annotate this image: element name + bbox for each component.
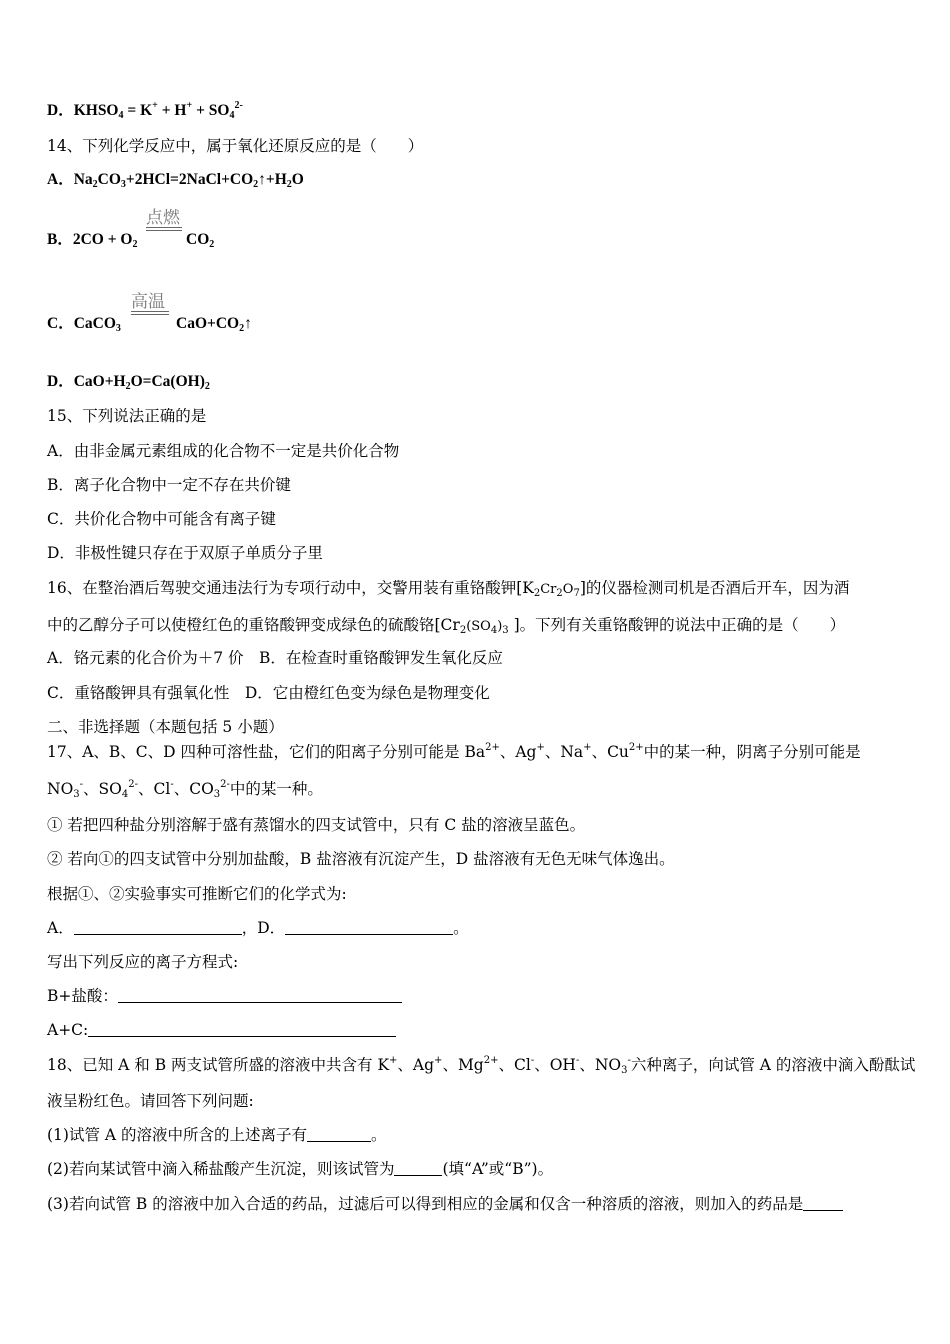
q16-options-ab: A．铬元素的化合价为＋7 价 B．在检查时重铬酸钾发生氧化反应 xyxy=(47,649,503,667)
answer-blank-d[interactable] xyxy=(285,920,453,935)
answer-blank-q18-2[interactable] xyxy=(394,1161,442,1176)
q18-part-3: (3)若向试管 B 的溶液中加入合适的药品，过滤后可以得到相应的金属和仅含一种溶质的溶液，则加入的药品是 xyxy=(47,1194,843,1214)
answer-blank-a[interactable] xyxy=(74,920,242,935)
q14-b-equal-sign xyxy=(146,227,182,231)
q13-option-d: D．$KHSO_4 = K^+ + H^+ + SO_4^{2-}$ xyxy=(47,100,243,121)
q14-option-a: A．$Na_2CO_3+2HCl=2NaCl+CO_2↑+H_2O$ xyxy=(47,171,304,190)
q14-stem: 14、下列化学反应中，属于氧化还原反应的是（ ） xyxy=(47,137,424,155)
q15-option-b: B．离子化合物中一定不存在共价键 xyxy=(47,476,291,494)
q17-a-c: A+C: xyxy=(47,1020,396,1040)
q14-option-c-product: $CaO+CO_2↑$ xyxy=(176,315,252,334)
q17-statement-1: ① 若把四种盐分别溶解于盛有蒸馏水的四支试管中，只有 C 盐的溶液呈蓝色。 xyxy=(47,816,586,834)
q17-statement-4: 写出下列反应的离子方程式: xyxy=(47,953,239,971)
q18-stem-line2: 液呈粉红色。请回答下列问题: xyxy=(47,1092,254,1110)
q17-b-hcl: B+盐酸： xyxy=(47,986,402,1006)
q18-part-2: (2)若向某试管中滴入稀盐酸产生沉淀，则该试管为 (填“A”或“B”)。 xyxy=(47,1160,554,1178)
q14-c-condition: 高温 xyxy=(131,292,165,312)
answer-blank-q18-1[interactable] xyxy=(307,1127,371,1142)
q17-statement-3: 根据①、②实验事实可推断它们的化学式为: xyxy=(47,885,347,903)
q17-answer-line: A． ，D． 。 xyxy=(47,919,469,937)
q14-c-equal-sign xyxy=(131,311,169,315)
section-title: 二、非选择题（本题包括 5 小题） xyxy=(47,718,284,736)
q15-option-c: C．共价化合物中可能含有离子键 xyxy=(47,510,276,528)
q15-stem: 15、下列说法正确的是 xyxy=(47,407,207,425)
q14-option-b-product: $CO_2$ xyxy=(186,231,215,250)
q16-stem-line1: 16、在整治酒后驾驶交通违法行为专项行动中，交警用装有重铬酸钾$[K_2Cr_2O_7]$的仪器检测司机是否酒后开车，因为酒 xyxy=(47,579,850,599)
q18-stem-line1: 18、已知 A 和 B 两支试管所盛的溶液中共含有 K+、Ag+、$Mg^{2+}$、Cl-、OH-、$NO_3^-$六种离子，向试管 A 的溶液中滴入酚酞试 xyxy=(47,1055,916,1076)
q16-stem-line2: 中的乙醇分子可以使橙红色的重铬酸钾变成绿色的硫酸铬[$Cr_2(SO_4)_3$ ]。下列有关重铬酸钾的说法中正确的是（ ） xyxy=(47,616,846,636)
q14-option-c: C．CaCO$_3$ xyxy=(47,315,121,334)
q15-option-a: A．由非金属元素组成的化合物不一定是共价化合物 xyxy=(47,442,400,460)
q14-b-condition: 点燃 xyxy=(146,208,180,228)
answer-blank-a-c[interactable] xyxy=(88,1022,396,1037)
q14-option-d: D．$CaO+H_2O=Ca(OH)_2$ xyxy=(47,373,210,392)
q16-options-cd: C．重铬酸钾具有强氧化性 D．它由橙红色变为绿色是物理变化 xyxy=(47,684,490,702)
q17-statement-2: ② 若向①的四支试管中分别加盐酸，B 盐溶液有沉淀产生，D 盐溶液有无色无味气体逸出。 xyxy=(47,850,675,868)
answer-blank-b-hcl[interactable] xyxy=(118,988,402,1003)
q17-stem-line1: 17、A、B、C、D 四种可溶性盐，它们的阳离子分别可能是 $Ba^{2+}$、Ag+、Na+、$Cu^{2+}$中的某一种，阴离子分别可能是 xyxy=(47,742,861,761)
answer-blank-q18-3[interactable] xyxy=(803,1196,843,1211)
q18-part-1: (1)试管 A 的溶液中所含的上述离子有 。 xyxy=(47,1126,387,1144)
q15-option-d: D．非极性键只存在于双原子单质分子里 xyxy=(47,544,323,562)
q14-option-b: B．$2CO + O_2$ xyxy=(47,231,138,250)
q17-stem-line2: $NO_3^-$、$SO_4^{2-}$、Cl-、$CO_3^{2-}$中的某一种。 xyxy=(47,779,323,800)
